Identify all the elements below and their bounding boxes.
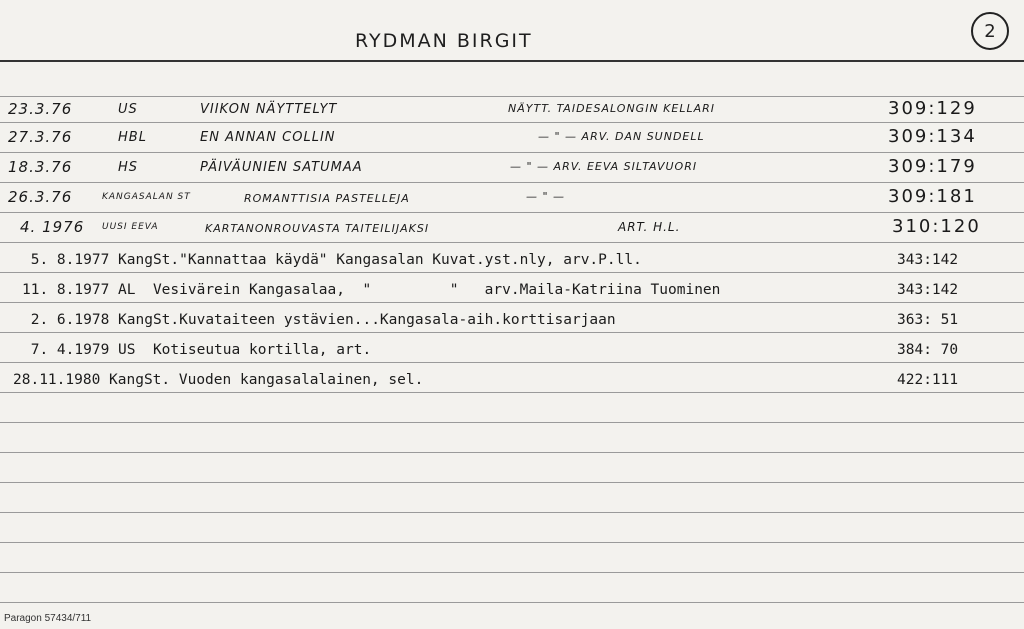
ruled-line: [0, 572, 1024, 573]
entry-text: 28.11.1980 KangSt. Vuoden kangasalalainen, sel.: [13, 372, 424, 388]
entry-ref: 343:142: [897, 282, 959, 298]
entry-title: KARTANONROUVASTA TAITEILIJAKSI: [205, 222, 430, 235]
entry-title: VIIKON NÄYTTELYT: [200, 102, 338, 117]
handwritten-entry: [0, 156, 1024, 184]
header-rule: [0, 60, 1024, 62]
entry-ref: 422:111: [897, 372, 959, 388]
entry-title: EN ANNAN COLLIN: [200, 130, 336, 145]
entry-place: NÄYTT. TAIDESALONGIN KELLARI: [508, 102, 716, 115]
handwritten-entry: [0, 216, 1024, 244]
entry-source: KANGASALAN ST: [102, 192, 191, 202]
entry-ref: 384: 70: [897, 342, 959, 358]
ruled-line: [0, 542, 1024, 543]
entry-source: US: [118, 102, 138, 117]
entry-place: — " — ARV. DAN SUNDELL: [538, 130, 705, 143]
entry-date: 23.3.76: [8, 100, 73, 118]
entry-date: 26.3.76: [8, 188, 73, 206]
entry-title: ROMANTTISIA PASTELLEJA: [244, 192, 410, 205]
ruled-line: [0, 422, 1024, 423]
typed-entry: [0, 370, 1024, 398]
entry-text: 5. 8.1977 KangSt."Kannattaa käydä" Kangasalan Kuvat.yst.nly, arv.P.ll.: [22, 252, 642, 268]
entry-source: HBL: [118, 130, 147, 145]
entry-text: 11. 8.1977 AL Vesivärein Kangasalaa, " " arv.Maila-Katriina Tuominen: [22, 282, 721, 298]
entry-ref: 309:134: [888, 126, 977, 147]
page-number-badge: [971, 12, 1009, 50]
typed-entry: [0, 340, 1024, 368]
handwritten-entry: [0, 126, 1024, 154]
page-number: 2: [984, 20, 996, 42]
ruled-line: [0, 96, 1024, 97]
typed-entry: [0, 310, 1024, 338]
entry-source: HS: [118, 160, 139, 175]
ruled-line: [0, 512, 1024, 513]
entry-date: 18.3.76: [8, 158, 73, 176]
ruled-line: [0, 452, 1024, 453]
handwritten-entry: [0, 186, 1024, 214]
entry-ref: 309:129: [888, 98, 977, 119]
typed-entry: [0, 280, 1024, 308]
entry-ref: 309:179: [888, 156, 977, 177]
entry-place: — " — ARV. EEVA SILTAVUORI: [510, 160, 698, 173]
entry-ref: 309:181: [888, 186, 977, 207]
entry-ref: 310:120: [892, 216, 981, 237]
entry-date: 27.3.76: [8, 128, 73, 146]
entry-text: 7. 4.1979 US Kotiseutua kortilla, art.: [22, 342, 372, 358]
entry-title: PÄIVÄUNIEN SATUMAA: [200, 160, 363, 175]
ruled-line: [0, 482, 1024, 483]
typed-entry: [0, 250, 1024, 278]
entry-ref: 343:142: [897, 252, 959, 268]
card-title: RYDMAN BIRGIT: [355, 30, 533, 52]
entry-ref: 363: 51: [897, 312, 959, 328]
entry-place: ART. H.L.: [618, 220, 681, 234]
entry-place: — " —: [526, 190, 566, 203]
card-footer: Paragon 57434/711: [4, 613, 92, 624]
entry-source: UUSI EEVA: [102, 222, 159, 232]
entry-text: 2. 6.1978 KangSt.Kuvataiteen ystävien...Kangasala-aih.korttisarjaan: [22, 312, 616, 328]
ruled-line: [0, 602, 1024, 603]
handwritten-entry: [0, 98, 1024, 126]
entry-date: 4. 1976: [20, 218, 85, 236]
